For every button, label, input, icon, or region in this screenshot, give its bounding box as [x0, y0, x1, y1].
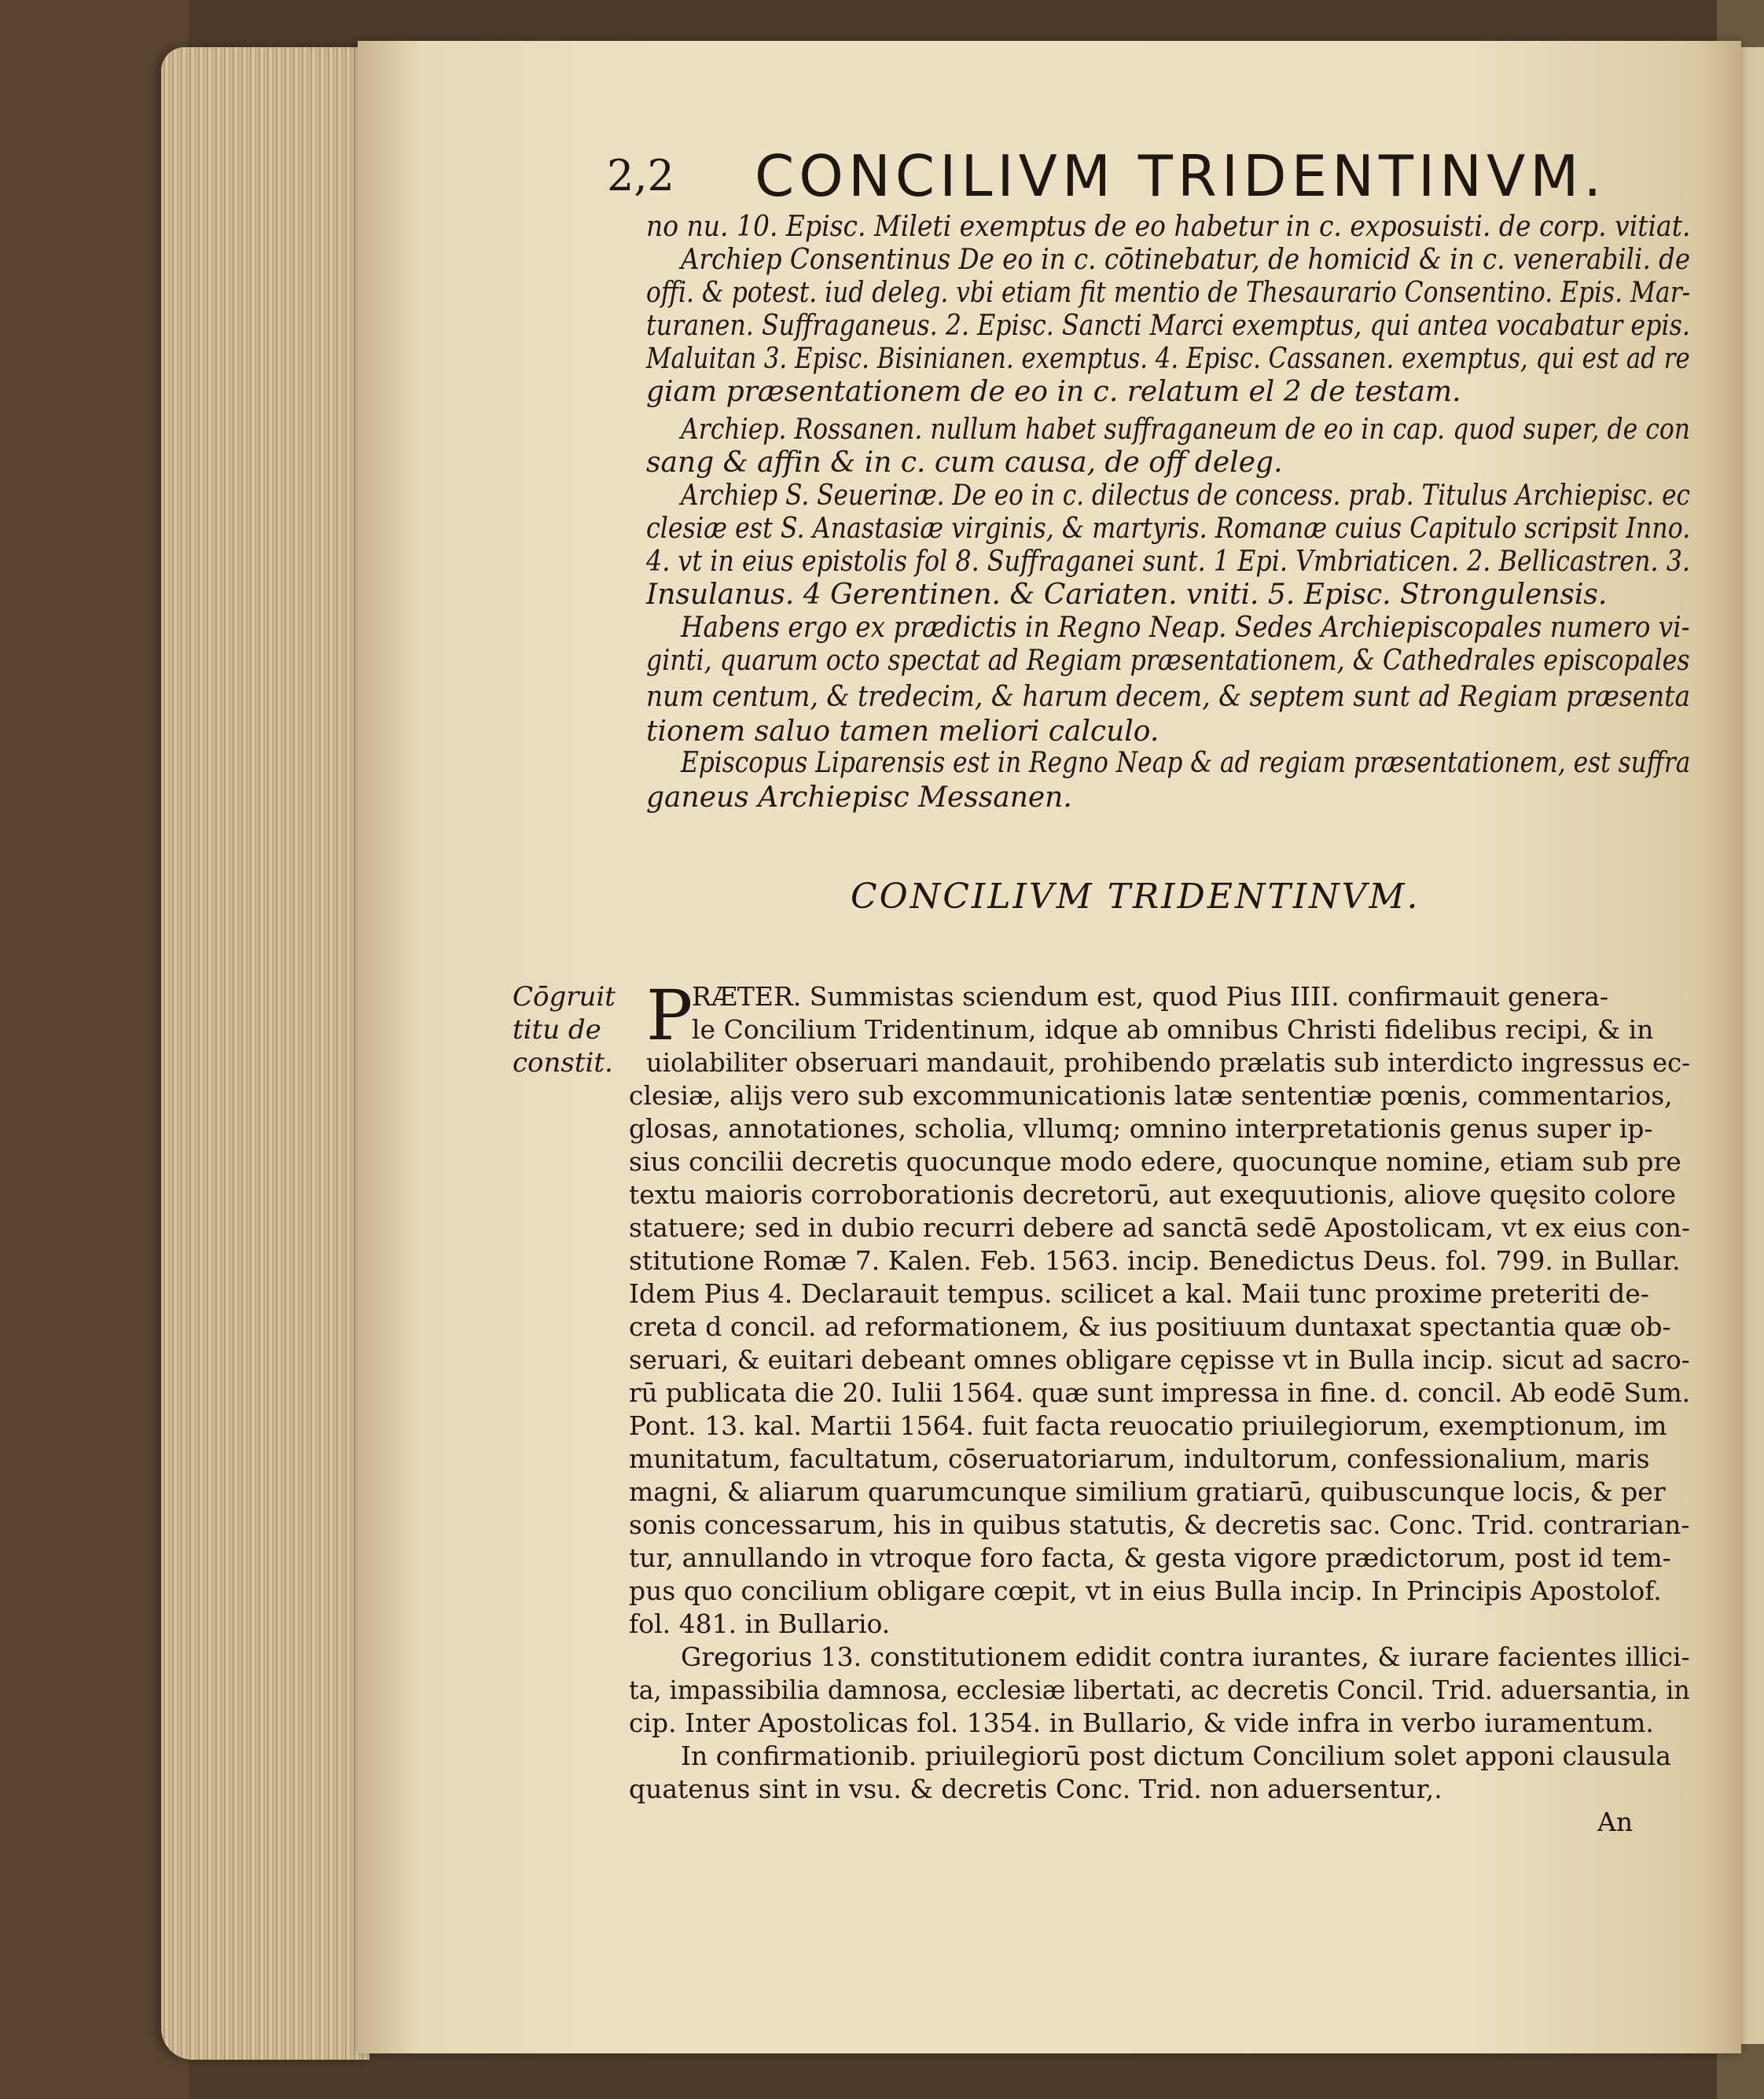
text-line: uiolabiliter obseruari mandauit, prohibendo prælatis sub interdicto ingressus ec- — [646, 1047, 1691, 1078]
text-line: Habens ergo ex prædictis in Regno Neap. Sedes Archiepiscopales numero vi- — [681, 612, 1690, 644]
text-line: Archiep. Rossanen. nullum habet suffraganeum de eo in cap. quod super, de con — [681, 414, 1691, 446]
text-line: sonis concessarum, his in quibus statutis, & decretis sac. Conc. Trid. contrarian- — [629, 1509, 1690, 1540]
text-line: magni, & aliarum quarumcunque similium gratiarū, quibuscunque locis, & per — [629, 1476, 1666, 1507]
text-line: seruari, & euitari debeant omnes obligare cępisse vt in Bulla incip. sicut ad sacro- — [629, 1344, 1690, 1375]
text-line: creta d concil. ad reformationem, & ius positiuum duntaxat spectantia quæ ob- — [629, 1311, 1671, 1342]
catchword: An — [1597, 1807, 1634, 1837]
page-number: 2,2 — [607, 151, 674, 200]
text-line: Maluitan 3. Episc. Bisinianen. exemptus. 4. Episc. Cassanen. exemptus, qui est ad re — [646, 343, 1690, 375]
text-line: textu maioris corroborationis decretorū, aut exequutionis, aliove quęsito colore — [629, 1179, 1677, 1210]
text-line: Pont. 13. kal. Martii 1564. fuit facta reuocatio priuilegiorum, exemptionum, im — [629, 1410, 1667, 1441]
text-line: Insulanus. 4 Gerentinen. & Cariaten. vniti. 5. Episc. Strongulensis. — [646, 579, 1608, 611]
running-head: CONCILIVM TRIDENTINVM. — [755, 143, 1607, 209]
text-line: ganeus Archiepisc Messanen. — [646, 781, 1072, 814]
text-line: Gregorius 13. constitutionem edidit contra iurantes, & iurare facientes illici- — [681, 1641, 1690, 1672]
text-line: glosas, annotationes, scholia, vllumq; omnino interpretationis genus super ip- — [629, 1113, 1653, 1144]
margin-note-line: Cōgruit — [513, 981, 616, 1013]
text-line: Idem Pius 4. Declarauit tempus. scilicet a kal. Maii tunc proxime preteriti de- — [629, 1278, 1649, 1309]
background-left — [0, 0, 189, 2099]
text-line: pus quo concilium obligare cœpit, vt in eius Bulla incip. In Principis Apostolof. — [629, 1575, 1662, 1606]
text-line: Archiep Consentinus De eo in c. cōtinebatur, de homicid & in c. venerabili. de — [681, 244, 1691, 276]
text-line: In confirmationib. priuilegiorū post dictum Concilium solet apponi clausula — [681, 1741, 1671, 1771]
section-heading: CONCILIVM TRIDENTINVM. — [851, 877, 1420, 917]
text-line: statuere; sed in dubio recurri debere ad sanctā sedē Apostolicam, vt ex eius con- — [629, 1212, 1691, 1243]
text-line: 4. vt in eius epistolis fol 8. Suffraganei sunt. 1 Epi. Vmbriaticen. 2. Bellicastren. 3. — [646, 546, 1691, 578]
text-line: Archiep S. Seuerinæ. De eo in c. dilectus de concess. prab. Titulus Archiepisc. ec — [681, 480, 1690, 512]
margin-note-line: constit. — [513, 1047, 613, 1079]
text-line: clesiæ, alijs vero sub excommunicationis latæ sententiæ pœnis, commentarios, — [629, 1080, 1673, 1111]
text-line: ginti, quarum octo spectat ad Regiam præsentationem, & Cathedrales episcopales — [646, 645, 1690, 677]
text-line: giam præsentationem de eo in c. relatum el 2 de testam. — [646, 376, 1461, 408]
margin-note-line: titu de — [513, 1014, 601, 1046]
text-line: sius concilii decretis quocunque modo edere, quocunque nomine, etiam sub pre — [629, 1146, 1681, 1177]
text-line: stitutione Romæ 7. Kalen. Feb. 1563. incip. Benedictus Deus. fol. 799. in Bullar. — [629, 1245, 1681, 1276]
text-line: offi. & potest. iud deleg. vbi etiam fit mentio de Thesaurario Consentino. Epis. Mar- — [646, 277, 1691, 309]
text-line: clesiæ est S. Anastasiæ virginis, & martyris. Romanæ cuius Capitulo scripsit Inno. — [646, 513, 1691, 545]
text-line: tionem saluo tamen meliori calculo. — [646, 715, 1159, 748]
initial-letter: P — [646, 975, 693, 1056]
text-line: num centum, & tredecim, & harum decem, & septem sunt ad Regiam præsenta — [646, 681, 1691, 713]
page-edges — [161, 47, 369, 2060]
text-line: sang & affin & in c. cum causa, de off deleg. — [646, 447, 1283, 479]
text-line: rū publicata die 20. Iulii 1564. quæ sunt impressa in fine. d. concil. Ab eodē Sum. — [629, 1377, 1691, 1408]
text-line: RÆTER. Summistas sciendum est, quod Pius IIII. confirmauit genera- — [692, 981, 1609, 1012]
text-line: Episcopus Liparensis est in Regno Neap & ad regiam præsentationem, est suffra — [681, 747, 1691, 779]
text-line: no nu. 10. Episc. Mileti exemptus de eo habetur in c. exposuisti. de corp. vitiat. — [646, 211, 1691, 243]
text-line: cip. Inter Apostolicas fol. 1354. in Bullario, & vide infra in verbo iuramentum. — [629, 1708, 1654, 1738]
text-line: le Concilium Tridentinum, idque ab omnibus Christi fidelibus recipi, & in — [692, 1014, 1654, 1045]
text-line: ta, impassibilia damnosa, ecclesiæ libertati, ac decretis Concil. Trid. aduersantia, in — [629, 1674, 1690, 1705]
text-line: munitatum, facultatum, cōseruatoriarum, indultorum, confessionalium, maris — [629, 1443, 1650, 1474]
text-line: quatenus sint in vsu. & decretis Conc. Trid. non aduersentur,. — [629, 1774, 1442, 1804]
text-line: turanen. Suffraganeus. 2. Episc. Sancti Marci exemptus, qui antea vocabatur epis. — [646, 310, 1690, 342]
text-line: tur, annullando in vtroque foro facta, & gesta vigore prædictorum, post id tem- — [629, 1542, 1671, 1573]
text-line: fol. 481. in Bullario. — [629, 1608, 891, 1639]
